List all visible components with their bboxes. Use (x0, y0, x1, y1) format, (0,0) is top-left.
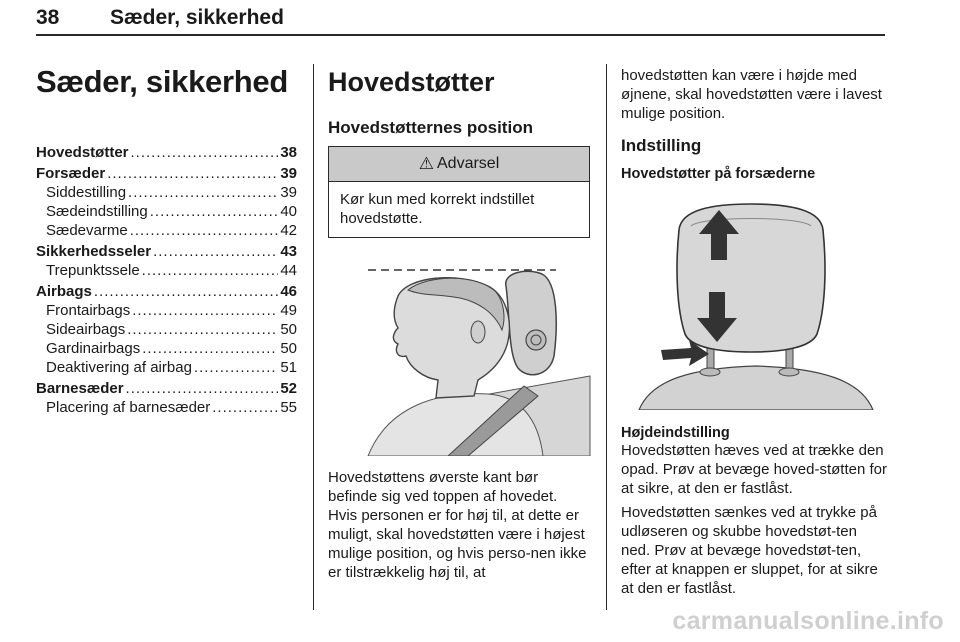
lower-instructions: Hovedstøtten sænkes ved at trykke på udløseren og skubbe hovedstøt-ten ned. Prøv at bevæge hovedstøt-ten, efter at knappen er sluppet, for at sikre at den er fastlåst. (621, 504, 878, 597)
toc-entry-label: Sædeindstilling (46, 203, 148, 220)
section-title: Hovedstøtter (328, 67, 495, 97)
chapter-title: Sæder, sikkerhed (36, 64, 288, 99)
adjustment-heading: Indstilling (621, 136, 702, 155)
head-restraint-position-illustration (328, 256, 592, 456)
toc-entry[interactable] (36, 165, 297, 184)
toc-leader-dots (150, 203, 279, 220)
toc-entry-page: 46 (280, 283, 297, 300)
toc-entry[interactable] (36, 380, 297, 399)
toc-entry-label: Frontairbags (46, 302, 131, 319)
toc-entry[interactable] (36, 184, 297, 203)
toc-leader-dots (194, 359, 278, 376)
warning-header (329, 147, 589, 182)
header-rule (36, 34, 885, 36)
toc-entry[interactable] (36, 399, 297, 418)
toc-entry[interactable] (36, 203, 297, 222)
toc-entry-page: 39 (280, 184, 297, 201)
toc-leader-dots (130, 222, 279, 239)
running-title: Sæder, sikkerhed (110, 6, 284, 29)
toc-entry[interactable] (36, 340, 297, 359)
toc-entry-label: Barnesæder (36, 380, 124, 397)
continuation-text: hovedstøtten kan være i højde med øjnene, skal hovedstøtten være i lavest mulige position. (621, 67, 882, 122)
toc-entry-label: Siddestilling (46, 184, 127, 201)
toc-entry-page: 40 (280, 203, 297, 220)
warning-box (328, 146, 590, 238)
toc-entry-page: 52 (280, 380, 297, 397)
table-of-contents (36, 144, 297, 418)
toc-entry-page: 50 (280, 321, 297, 338)
column-divider-2 (606, 64, 607, 610)
toc-leader-dots (132, 302, 278, 319)
front-seat-head-restraint-illustration (621, 200, 891, 410)
head-restraint-position-text: Hovedstøttens øverste kant bør befinde sig ved toppen af hovedet. Hvis personen er for høj til, at dette er muligt, skal hovedstøtten være i højest mulige position, og hvis perso-nen ikke er tilstrækkelig høj til, at (328, 469, 587, 581)
toc-entry[interactable] (36, 243, 297, 262)
toc-entry[interactable] (36, 321, 297, 340)
toc-entry-label: Forsæder (36, 165, 106, 182)
toc-entry-label: Hovedstøtter (36, 144, 129, 161)
section-subtitle: Hovedstøtternes position (328, 118, 533, 137)
toc-entry-label: Sædevarme (46, 222, 128, 239)
continuation-block (621, 66, 889, 123)
warning-text: Kør kun med korrekt indstillet hovedstøtte. (340, 191, 535, 227)
page-number: 38 (36, 6, 60, 29)
toc-entry[interactable] (36, 262, 297, 281)
toc-entry-label: Placering af barnesæder (46, 399, 211, 416)
height-adjustment-heading: Højdeindstilling (621, 425, 730, 441)
toc-entry-label: Sikkerhedsseler (36, 243, 152, 260)
toc-entry[interactable] (36, 144, 297, 163)
section-heading-block (328, 64, 592, 139)
toc-entry[interactable] (36, 302, 297, 321)
toc-leader-dots (142, 262, 279, 279)
warning-title: Advarsel (437, 155, 500, 172)
toc-entry[interactable] (36, 222, 297, 241)
toc-entry-label: Sideairbags (46, 321, 126, 338)
toc-entry-page: 39 (280, 165, 297, 182)
toc-leader-dots (94, 283, 278, 300)
toc-entry-page: 49 (280, 302, 297, 319)
toc-entry-page: 55 (280, 399, 297, 416)
toc-leader-dots (127, 321, 278, 338)
toc-leader-dots (107, 165, 278, 182)
toc-entry[interactable] (36, 359, 297, 378)
toc-entry-page: 44 (280, 262, 297, 279)
adjustment-instructions (621, 425, 889, 598)
toc-entry-label: Trepunktssele (46, 262, 140, 279)
toc-leader-dots (128, 184, 278, 201)
warning-triangle-icon: ⚠ (418, 154, 434, 173)
toc-leader-dots (131, 144, 279, 161)
toc-entry-label: Gardinairbags (46, 340, 141, 357)
toc-entry[interactable] (36, 283, 297, 302)
toc-leader-dots (126, 380, 279, 397)
body-paragraph (328, 468, 590, 582)
toc-entry-label: Deaktivering af airbag (46, 359, 192, 376)
toc-entry-page: 43 (280, 243, 297, 260)
toc-entry-page: 42 (280, 222, 297, 239)
front-seat-head-restraints-heading: Hovedstøtter på forsæderne (621, 166, 816, 182)
toc-entry-page: 38 (280, 144, 297, 161)
toc-entry-label: Airbags (36, 283, 92, 300)
column-divider-1 (313, 64, 314, 610)
page-header (36, 6, 284, 30)
watermark: carmanualsonline.info (672, 607, 944, 635)
toc-leader-dots (142, 340, 278, 357)
raise-instructions: Hovedstøtten hæves ved at trække den opad. Prøv at bevæge hoved-støtten for at sikre, at den er fastlåst. (621, 442, 887, 497)
toc-entry-page: 50 (280, 340, 297, 357)
toc-leader-dots (212, 399, 278, 416)
toc-entry-page: 51 (280, 359, 297, 376)
toc-leader-dots (153, 243, 278, 260)
